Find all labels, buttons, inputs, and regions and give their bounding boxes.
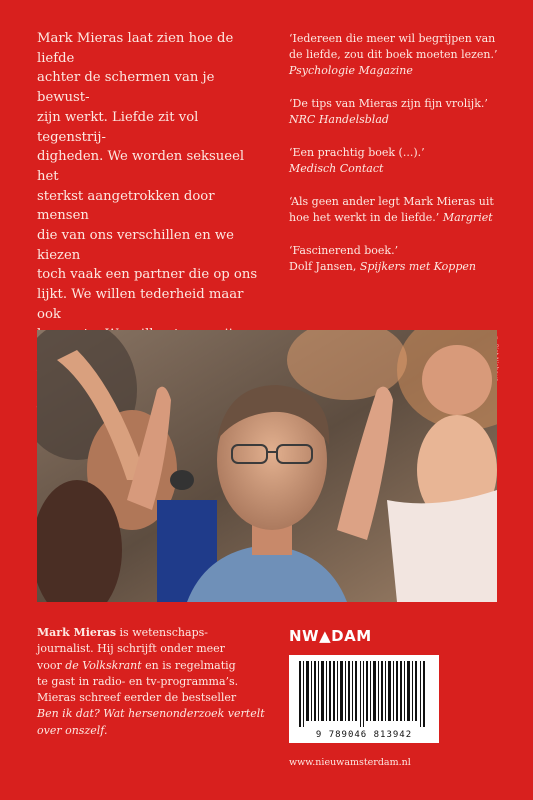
quote-text: ‘Iedereen die meer wil begrijpen van de liefde, zou dit boek moeten lezen.’ <box>289 32 498 61</box>
quote-text: ‘De tips van Mieras zijn fijn vrolijk.’ <box>289 97 488 110</box>
author-photo <box>37 330 497 602</box>
review-quote <box>289 145 509 177</box>
newspaper-name: de Volkskrant <box>65 658 142 672</box>
previous-book-title: Ben ik dat? Wat hersenonderzoek vertelt over onszelf. <box>37 707 265 737</box>
author-name: Mark Mieras <box>37 626 117 639</box>
review-quote <box>289 243 509 275</box>
review-quote <box>289 31 509 79</box>
author-bio <box>37 625 277 739</box>
bio-text-2: en is regelmatig te gast in radio- en tv-programma’s. Mieras schreef eerder de bestseller <box>37 658 239 705</box>
review-quote <box>289 96 509 128</box>
review-quote <box>289 194 509 226</box>
quote-source: Psychologie Magazine <box>289 64 413 77</box>
quote-text: ‘Een prachtig boek (...).’ <box>289 146 425 159</box>
quote-source-author: Dolf Jansen, <box>289 260 360 273</box>
quote-source: Medisch Contact <box>289 162 384 175</box>
publisher-logo: NW▲DAM <box>289 627 372 645</box>
bio-text-1: is wetenschaps- journalist. Hij schrijft onder meer voor <box>37 626 225 672</box>
quote-source: Spijkers met Koppen <box>359 260 476 273</box>
crowd-photo-illustration <box>37 330 497 602</box>
isbn-barcode <box>289 655 439 743</box>
back-cover-blurb: Mark Mieras laat zien hoe de liefde achter de schermen van je bewust- zijn werkt. Liefde zit vol tegenstrij- digheden. We worden seksueel het sterkst aangetrokken door mensen die van ons verschillen en we kiezen toch vaak een partner die op ons lijkt. We willen tederheid maar ook <box>37 31 258 322</box>
quote-source: Margriet <box>442 211 493 224</box>
publisher-website: www.nieuwamsterdam.nl <box>289 757 411 768</box>
quote-text: ‘Fascinerend boek.’ <box>289 244 399 257</box>
isbn-digits: 9 789046 813942 <box>315 730 413 740</box>
review-quotes <box>289 31 509 292</box>
quote-source: NRC Handelsblad <box>289 113 389 126</box>
quote-text: ‘Als geen ander legt Mark Mieras uit hoe het werkt in de liefde.’ <box>289 195 494 224</box>
